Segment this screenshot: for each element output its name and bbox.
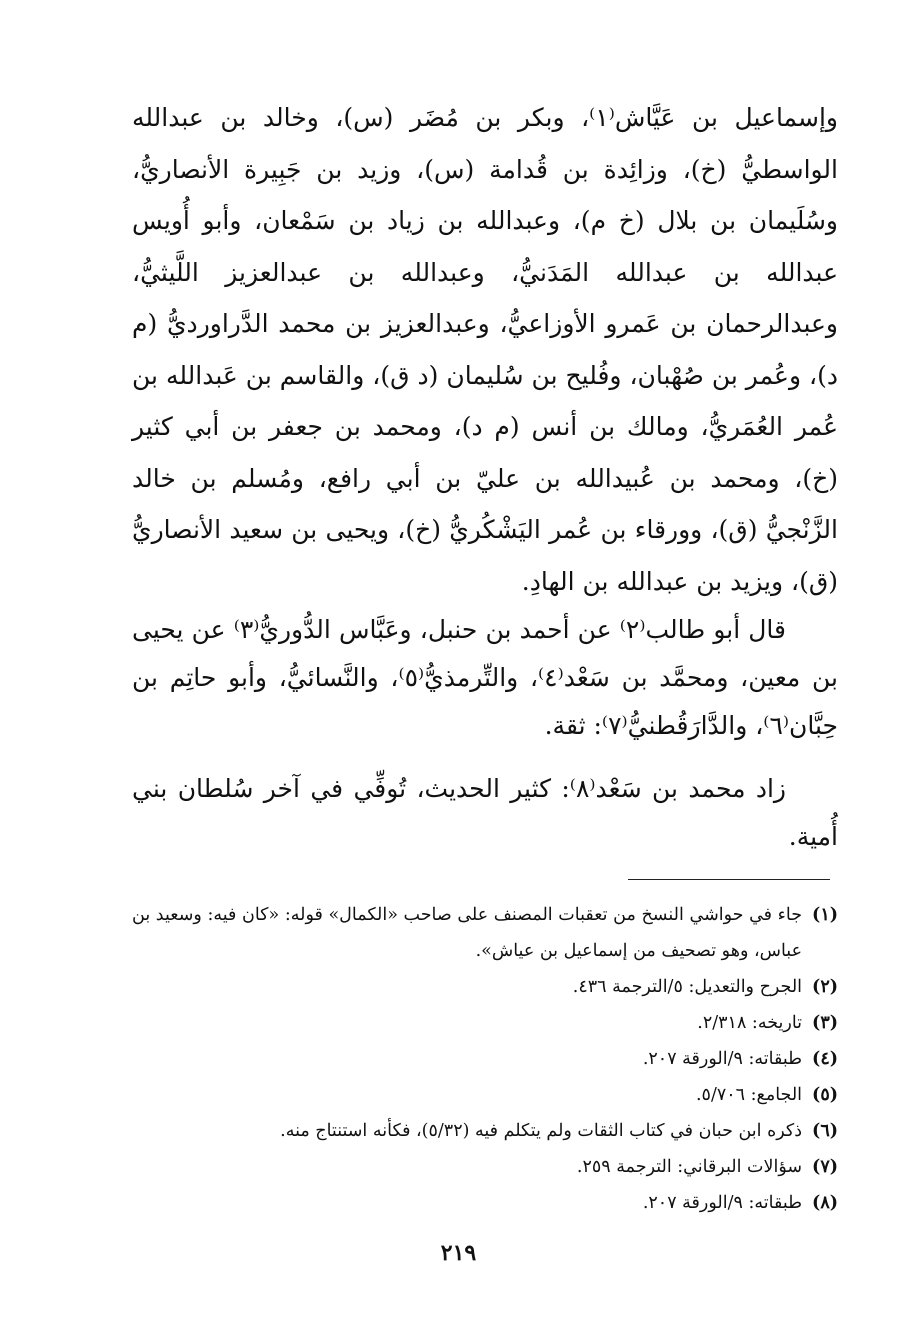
footnote-number: (٣) <box>812 1013 838 1033</box>
footnote-item <box>132 897 838 969</box>
footnote-number: (٥) <box>812 1085 838 1105</box>
footnote-number: (٦) <box>812 1121 838 1141</box>
body-paragraph-addition: زاد محمد بن سَعْد⁽٨⁾: كثير الحديث، تُوفِّي في آخر سُلطان بني أُمية. <box>132 774 838 851</box>
footnote-item <box>132 1041 838 1077</box>
footnote-text: جاء في حواشي النسخ من تعقبات المصنف على صاحب «الكمال» قوله: «كان فيه: وسعيد بن عباس، وهو تصحيف من إسماعيل بن عياش». <box>132 905 803 961</box>
footnote-text: الجرح والتعديل: ٥/الترجمة ٤٣٦. <box>572 977 803 997</box>
footnote-number: (٨) <box>812 1193 838 1213</box>
footnotes-list <box>132 897 838 1221</box>
footnote-item <box>132 969 838 1005</box>
body-paragraph-grading: قال أبو طالب⁽٢⁾ عن أحمد بن حنبل، وعَبَّاس الدُّوريُّ⁽٣⁾ عن يحيى بن معين، ومحمَّد بن سَعْد⁽٤⁾، والتِّرمذيُّ⁽٥⁾، والنَّسائيُّ، وأبو حاتِم بن حِبَّان⁽٦⁾، والدَّارَقُطنيُّ⁽٧⁾: ثقة. <box>132 615 838 740</box>
footnote-item <box>132 1149 838 1185</box>
footnote-separator <box>628 879 830 880</box>
footnote-number: (٢) <box>812 977 838 997</box>
footnote-item <box>132 1185 838 1221</box>
footnote-text: ذكره ابن حبان في كتاب الثقات ولم يتكلم فيه (٥/٣٢)، فكأنه استنتاج منه. <box>280 1121 803 1141</box>
footnote-number: (١) <box>812 905 838 925</box>
footnote-text: تاريخه: ٢/٣١٨. <box>697 1013 803 1033</box>
footnote-number: (٧) <box>812 1157 838 1177</box>
footnote-text: الجامع: ٥/٧٠٦. <box>695 1085 803 1105</box>
page-number: ٢١٩ <box>440 1240 477 1266</box>
footnote-text: طبقاته: ٩/الورقة ٢٠٧. <box>642 1049 803 1069</box>
footnote-item <box>132 1077 838 1113</box>
footnote-item <box>132 1113 838 1149</box>
footnote-text: سؤالات البرقاني: الترجمة ٢٥٩. <box>576 1157 803 1177</box>
footnote-item <box>132 1005 838 1041</box>
body-paragraph-narrators: وإسماعيل بن عَيَّاش⁽١⁾، وبكر بن مُضَر (س)، وخالد بن عبدالله الواسطيُّ (خ)، وزائِدة بن قُدامة (س)، وزيد بن جَبِيرة الأنصاريُّ، وسُلَيمان بن بلال (خ م)، وعبدالله بن زياد بن سَمْعان، وأبو أُويس عبدالله بن عبدالله المَدَنيُّ، وعبدالله بن عبدالعزيز اللَّيثيُّ، وعبدالرحمان بن عَمرو الأوزاعيُّ، وعبدالعزيز بن محمد الدَّراورديُّ (م د)، وعُمر بن صُهْبان، وفُليح بن سُليمان (د ق)، والقاسم بن عَبدالله بن عُمر العُمَريُّ، ومالك بن أنس (م د)، ومحمد بن جعفر بن أبي كثير (خ)، ومحمد بن عُبيدالله بن عليّ بن أبي رافع، ومُسلم بن خالد الزَّنْجيُّ (ق)، وورقاء بن عُمر اليَشْكُريُّ (خ)، ويحيى بن سعيد الأنصاريُّ (ق)، ويزيد بن عبدالله بن الهادِ. <box>132 103 838 596</box>
footnote-text: طبقاته: ٩/الورقة ٢٠٧. <box>642 1193 803 1213</box>
footnote-number: (٤) <box>812 1049 838 1069</box>
